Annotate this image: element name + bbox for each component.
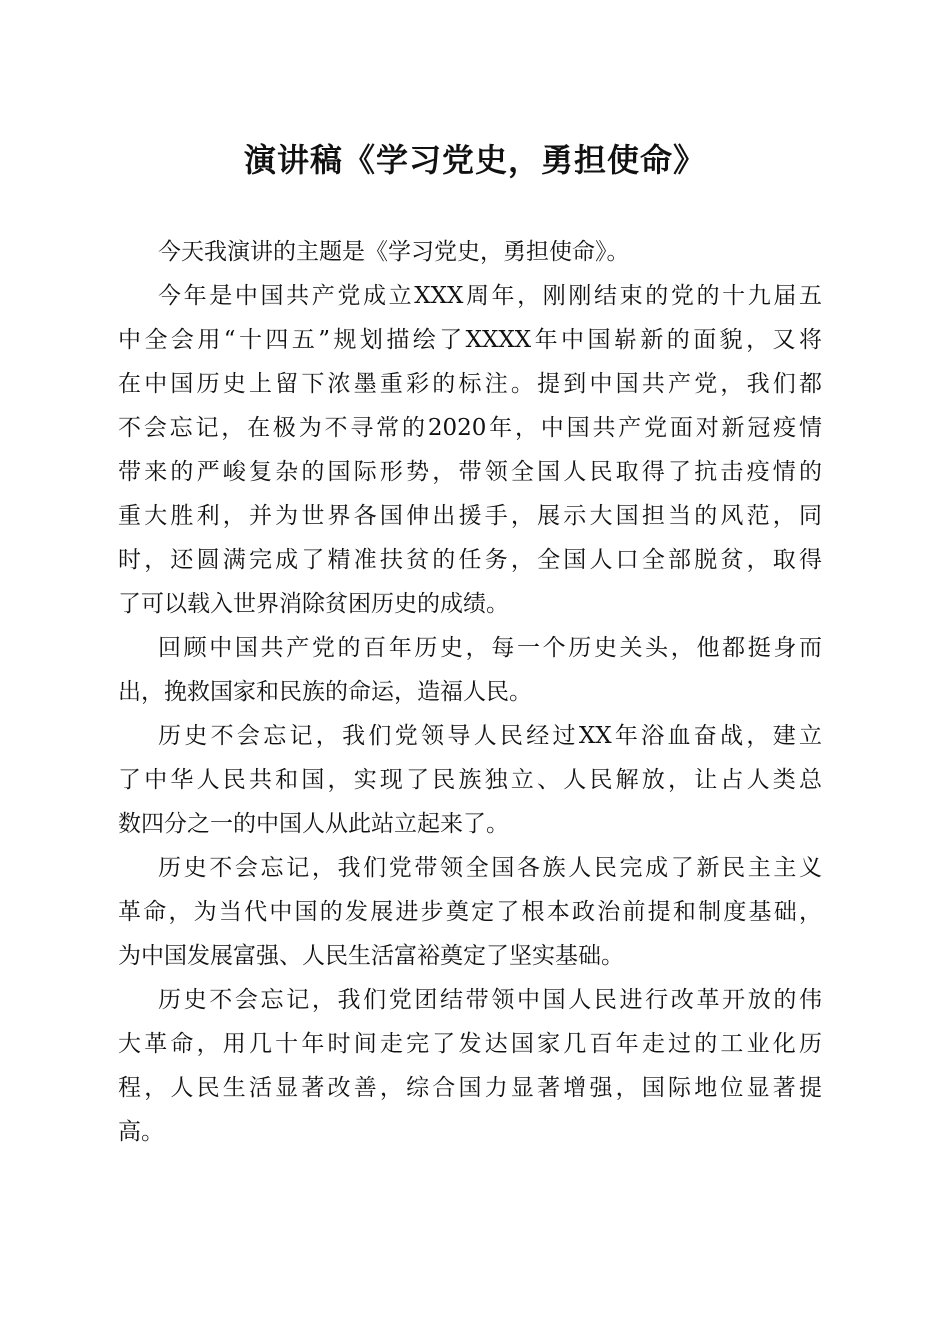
paragraph bbox=[118, 846, 822, 978]
paragraph-line: 大革命，用几十年时间走完了发达国家几百年走过的工业化历 bbox=[118, 1031, 822, 1057]
paragraph-line: 了可以载入世界消除贫困历史的成绩。 bbox=[118, 591, 509, 617]
paragraph-line: 革命，为当代中国的发展进步奠定了根本政治前提和制度基础， bbox=[118, 899, 822, 925]
document-body bbox=[118, 230, 822, 1154]
paragraph-line: 历史不会忘记，我们党领导人民经过XX年浴血奋战，建立 bbox=[158, 723, 822, 749]
paragraph-line: 时，还圆满完成了精准扶贫的任务，全国人口全部脱贫，取得 bbox=[118, 547, 822, 573]
paragraph-line: 出，挽救国家和民族的命运，造福人民。 bbox=[118, 679, 532, 705]
paragraph bbox=[118, 274, 822, 626]
paragraph-line: 程，人民生活显著改善，综合国力显著增强，国际地位显著提 bbox=[118, 1075, 822, 1101]
paragraph-line: 重大胜利，并为世界各国伸出援手，展示大国担当的风范，同 bbox=[118, 503, 822, 529]
paragraph-line: 历史不会忘记，我们党团结带领中国人民进行改革开放的伟 bbox=[158, 987, 822, 1013]
paragraph-line: 回顾中国共产党的百年历史，每一个历史关头，他都挺身而 bbox=[158, 635, 822, 661]
paragraph-line: 高。 bbox=[118, 1119, 164, 1145]
paragraph bbox=[118, 714, 822, 846]
paragraph bbox=[118, 230, 822, 274]
paragraph-line: 为中国发展富强、人民生活富裕奠定了坚实基础。 bbox=[118, 943, 624, 969]
paragraph-line: 历史不会忘记，我们党带领全国各族人民完成了新民主主义 bbox=[158, 855, 822, 881]
paragraph-line: 带来的严峻复杂的国际形势，带领全国人民取得了抗击疫情的 bbox=[118, 459, 822, 485]
paragraph bbox=[118, 626, 822, 714]
paragraph-line: 不会忘记，在极为不寻常的2020年，中国共产党面对新冠疫情 bbox=[118, 415, 822, 441]
paragraph-line: 今年是中国共产党成立XXX周年，刚刚结束的党的十九届五 bbox=[158, 283, 822, 309]
document-title: 演讲稿《学习党史，勇担使命》 bbox=[243, 141, 706, 179]
paragraph-line: 中全会用“十四五”规划描绘了XXXX年中国崭新的面貌，又将 bbox=[118, 327, 822, 353]
paragraph-line: 今天我演讲的主题是《学习党史，勇担使命》。 bbox=[158, 239, 630, 265]
paragraph bbox=[118, 978, 822, 1154]
paragraph-line: 了中华人民共和国，实现了民族独立、人民解放，让占人类总 bbox=[118, 767, 822, 793]
paragraph-line: 在中国历史上留下浓墨重彩的标注。提到中国共产党，我们都 bbox=[118, 371, 822, 397]
paragraph-line: 数四分之一的中国人从此站立起来了。 bbox=[118, 811, 509, 837]
